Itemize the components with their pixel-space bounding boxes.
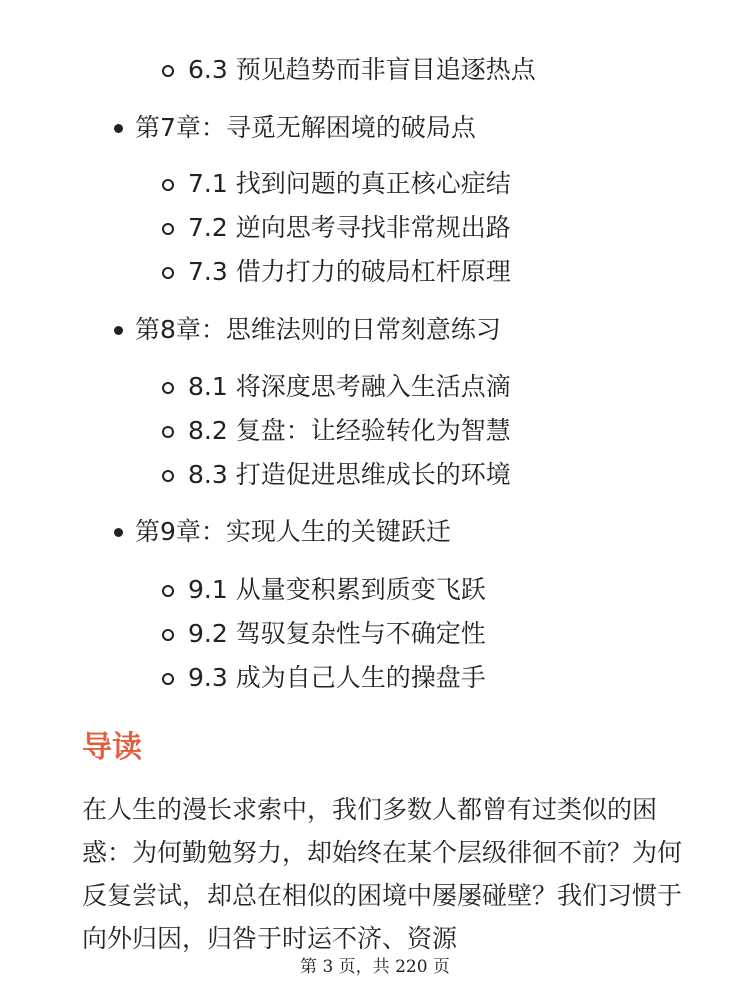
circle-bullet-icon: [162, 65, 174, 77]
body-paragraph: 在人生的漫长求索中，我们多数人都曾有过类似的困惑：为何勤勉努力，却始终在某个层级徘徊不前？为何反复尝试，却总在相似的困境中屡屡碰壁？我们习惯于向外归因，归咎于时运不济、资源: [82, 795, 683, 953]
toc-subitem-label: 7.1 找到问题的真正核心症结: [188, 169, 511, 198]
section-heading: 导读: [82, 730, 142, 765]
circle-bullet-icon: [162, 382, 174, 394]
circle-bullet-icon: [162, 629, 174, 641]
disc-bullet-icon: [114, 326, 123, 335]
toc-subitem-label: 8.2 复盘：让经验转化为智慧: [188, 416, 511, 445]
toc-subitem-label: 9.2 驾驭复杂性与不确定性: [188, 619, 486, 648]
circle-bullet-icon: [162, 223, 174, 235]
circle-bullet-icon: [162, 470, 174, 482]
circle-bullet-icon: [162, 179, 174, 191]
toc-subitem-label: 9.1 从量变积累到质变飞跃: [188, 575, 486, 604]
toc-subitem-label: 6.3 预见趋势而非盲目追逐热点: [188, 55, 536, 84]
circle-bullet-icon: [162, 585, 174, 597]
circle-bullet-icon: [162, 267, 174, 279]
page-number-footer: 第 3 页，共 220 页: [300, 957, 450, 977]
toc-chapter-label: 第8章：思维法则的日常刻意练习: [135, 315, 501, 344]
circle-bullet-icon: [162, 673, 174, 685]
toc-subitem-label: 8.1 将深度思考融入生活点滴: [188, 372, 511, 401]
toc-subitem-label: 8.3 打造促进思维成长的环境: [188, 460, 511, 489]
circle-bullet-icon: [162, 426, 174, 438]
toc-subitem-label: 9.3 成为自己人生的操盘手: [188, 663, 486, 692]
toc-chapter-label: 第7章：寻觅无解困境的破局点: [135, 113, 476, 142]
toc-subitem-label: 7.3 借力打力的破局杠杆原理: [188, 257, 511, 286]
disc-bullet-icon: [114, 528, 123, 537]
toc-subitem-label: 7.2 逆向思考寻找非常规出路: [188, 213, 511, 242]
toc-chapter-label: 第9章：实现人生的关键跃迁: [135, 517, 451, 546]
disc-bullet-icon: [114, 124, 123, 133]
